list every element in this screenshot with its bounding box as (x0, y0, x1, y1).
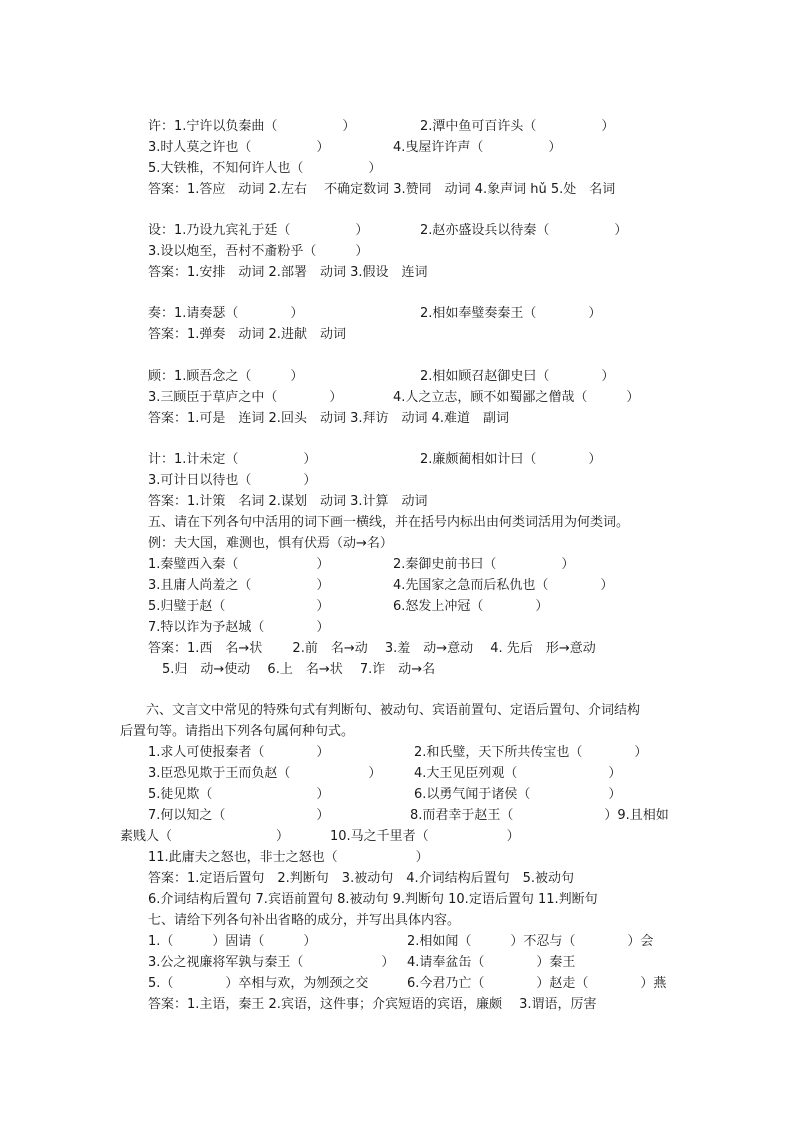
text-line: 5.（ ）卒相与欢，为刎颈之交 (148, 976, 369, 991)
text-line: 素贱人（ ） (120, 829, 290, 844)
text-line: 答案：1.答应 动词 2.左右 不确定数词 3.赞同 动词 4.象声词 hǔ 5.处 名词 (148, 182, 616, 197)
text-line: 11.此庸夫之怒也，非士之怒也（ ） (148, 850, 429, 865)
text-line: 六、文言文中常见的特殊句式有判断句、被动句、宾语前置句、定语后置句、介词结构 (120, 703, 641, 718)
text-line: 5.归璧于赵（ ） (148, 599, 330, 614)
text-line: 4.人之立志，顾不如蜀鄙之僧哉（ ） (393, 390, 640, 405)
text-line: 2.相如顾召赵御史曰（ ） (420, 369, 615, 384)
text-line: 七、请给下列各句补出省略的成分，并写出具体内容。 (148, 913, 461, 928)
text-line: 8.而君幸于赵王（ ）9.且相如 (410, 808, 669, 823)
text-line: 6.今君乃亡（ ）赵走（ ）燕 (407, 976, 667, 991)
text-line: 答案：1.弹奏 动词 2.进献 动词 (148, 327, 346, 342)
text-line: 2.和氏璧，天下所共传宝也（ ） (414, 745, 648, 760)
text-line: 4.请奉盆缶（ ）秦王 (407, 955, 576, 970)
text-line: 7.特以诈为予赵城（ ） (148, 620, 330, 635)
text-line: 2.相如奉璧奏秦王（ ） (420, 306, 602, 321)
text-line: 3.公之视廉将军孰与秦王（ ） (148, 955, 395, 970)
text-line: 1.求人可使报秦者（ ） (148, 745, 330, 760)
text-line: 答案：1.主语，秦王 2.宾语，这件事；介宾短语的宾语，廉颇 3.谓语，厉害 (148, 997, 597, 1012)
text-line: 4.大王见臣列观（ ） (414, 766, 622, 781)
text-line: 3.设以炮至，吾村不齑粉乎（ ） (148, 244, 369, 259)
text-line: 3.可计日以待也（ ） (148, 473, 317, 488)
text-line: 2.秦御史前书曰（ ） (393, 557, 575, 572)
text-line: 设：1.乃设九宾礼于廷（ ） (148, 223, 369, 238)
text-line: 4.曳屋许许声（ ） (393, 140, 562, 155)
text-line: 计：1.计未定（ ） (148, 452, 317, 467)
text-line: 2.相如闻（ ）不忍与（ ）会 (407, 934, 654, 949)
text-line: 10.马之千里者（ ） (330, 829, 520, 844)
text-line: 2.赵亦盛设兵以待秦（ ） (420, 223, 628, 238)
text-line: 答案：1.计策 名词 2.谋划 动词 3.计算 动词 (148, 494, 428, 509)
text-line: 5.大铁椎，不知何许人也（ ） (148, 161, 382, 176)
text-line: 5.归 动→使动 6.上 名→状 7.诈 动→名 (162, 662, 436, 677)
text-line: 答案：1.可是 连词 2.回头 动词 3.拜访 动词 4.难道 副词 (148, 411, 510, 426)
text-line: 7.何以知之（ ） (148, 808, 330, 823)
text-line: 答案：1.西 名→状 2.前 名→动 3.羞 动→意动 4. 先后 形→意动 (148, 641, 596, 656)
text-line: 3.且庸人尚羞之（ ） (148, 578, 330, 593)
text-line: 3.三顾臣于草庐之中（ ） (148, 390, 343, 405)
text-line: 3.时人莫之许也（ ） (148, 140, 330, 155)
text-line: 答案：1.安排 动词 2.部署 动词 3.假设 连词 (148, 265, 428, 280)
text-line: 后置句等。请指出下列各句属何种句式。 (120, 724, 355, 739)
text-line: 3.臣恐见欺于王而负赵（ ） (148, 766, 382, 781)
text-line: 6.介词结构后置句 7.宾语前置句 8.被动句 9.判断句 10.定语后置句 11.判断句 (148, 892, 598, 907)
text-line: 6.以勇气闻于诸侯（ ） (414, 787, 622, 802)
text-line: 6.怒发上冲冠（ ） (393, 599, 549, 614)
text-line: 2.廉颇蔺相如计曰（ ） (420, 452, 602, 467)
text-line: 4.先国家之急而后私仇也（ ） (393, 578, 614, 593)
text-line: 答案：1.定语后置句 2.判断句 3.被动句 4.介词结构后置句 5.被动句 (148, 871, 575, 886)
text-line: 5.徒见欺（ ） (148, 787, 330, 802)
text-line: 1.秦璧西入秦（ ） (148, 557, 330, 572)
text-line: 五、请在下列各句中活用的词下画一横线，并在括号内标出由何类词活用为何类词。 (148, 515, 630, 530)
text-line: 例：夫大国，难测也，惧有伏焉（动→名） (148, 536, 393, 551)
text-line: 1.（ ）固请（ ） (148, 934, 317, 949)
text-line: 许：1.宁许以负秦曲（ ） (148, 119, 356, 134)
text-line: 2.潭中鱼可百许头（ ） (420, 119, 615, 134)
text-line: 奏：1.请奏瑟（ ） (148, 306, 304, 321)
text-line: 顾：1.顾吾念之（ ） (148, 369, 304, 384)
